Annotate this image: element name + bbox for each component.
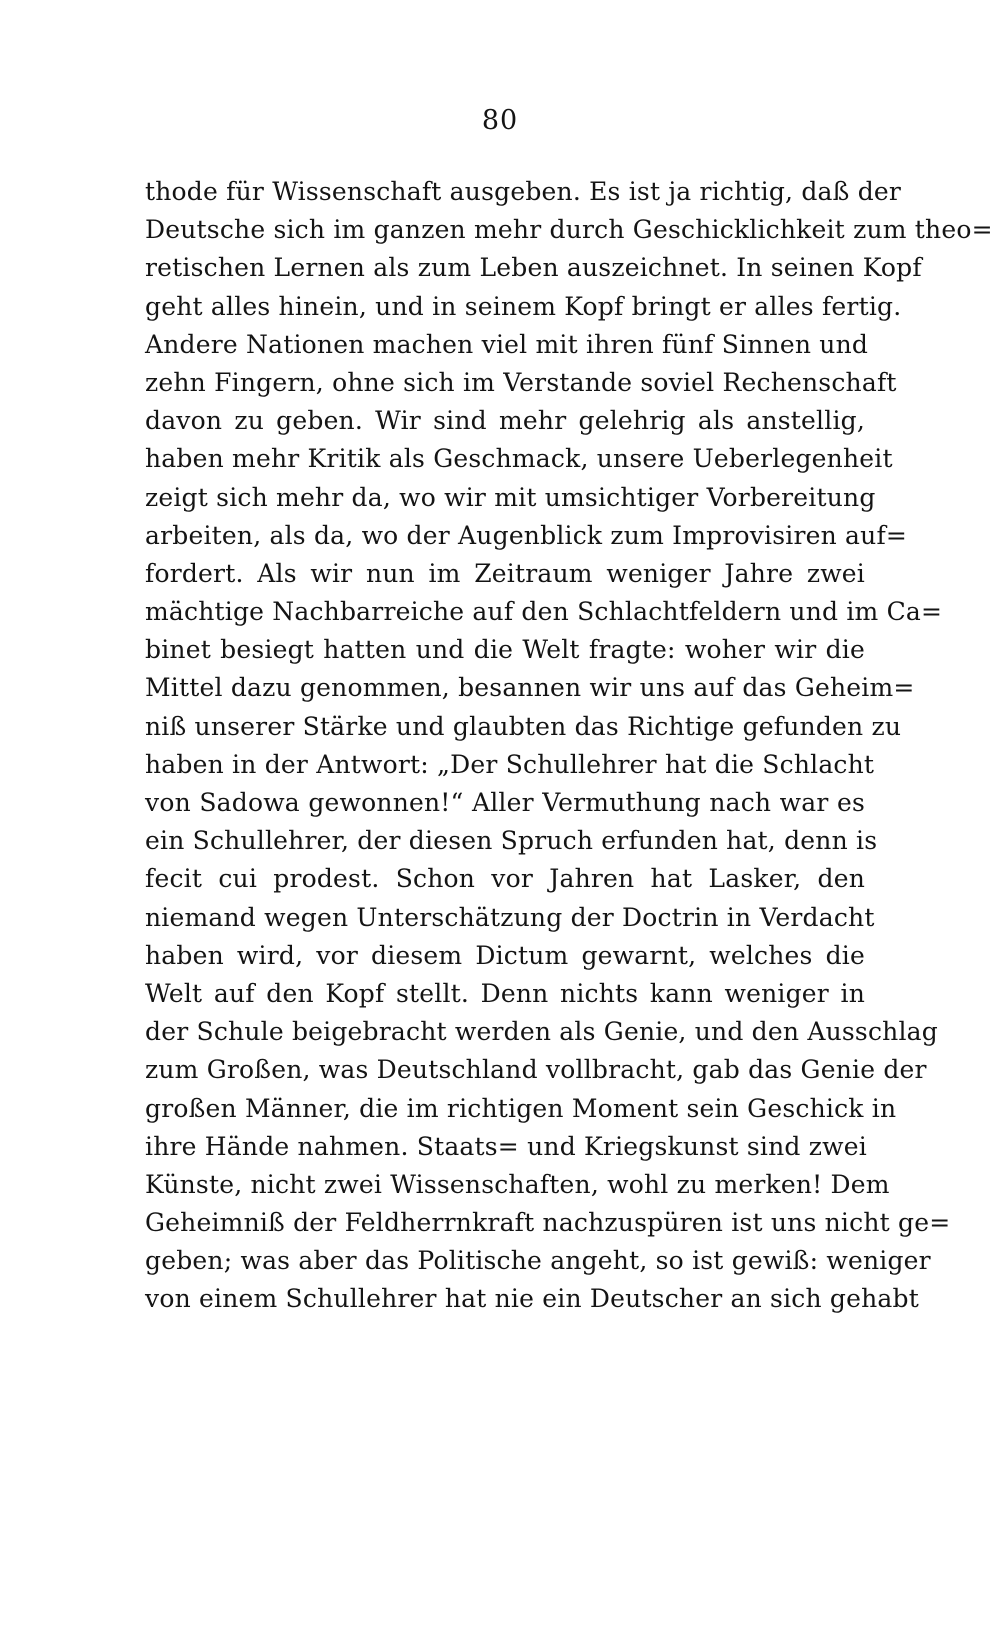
text-line: der Schule beigebracht werden als Genie, und den Ausschlag bbox=[145, 1017, 938, 1047]
text-line: Welt auf den Kopf stellt. Denn nichts kann weniger in bbox=[145, 978, 865, 1008]
text-line: von Sadowa gewonnen!“ Aller Vermuthung nach war es bbox=[145, 788, 865, 817]
body-text bbox=[145, 173, 993, 1319]
text-line: niß unserer Stärke und glaubten das Richtige gefunden zu bbox=[145, 711, 902, 741]
text-line: Mittel dazu genommen, besannen wir uns auf das Geheim= bbox=[145, 673, 915, 703]
text-line: fordert. Als wir nun im Zeitraum weniger Jahre zwei bbox=[145, 558, 865, 588]
text-line: retischen Lernen als zum Leben auszeichnet. In seinen Kopf bbox=[145, 253, 922, 283]
text-line: fecit cui prodest. Schon vor Jahren hat Lasker, den bbox=[145, 864, 865, 894]
text-line: geht alles hinein, und in seinem Kopf bringt er alles fertig. bbox=[145, 291, 902, 321]
text-line: thode für Wissenschaft ausgeben. Es ist ja richtig, daß der bbox=[145, 177, 902, 206]
text-line: haben mehr Kritik als Geschmack, unsere Ueberlegenheit bbox=[145, 444, 893, 474]
text-line: geben; was aber das Politische angeht, so ist gewiß: weniger bbox=[145, 1246, 931, 1276]
text-line: ein Schullehrer, der diesen Spruch erfunden hat, denn is bbox=[145, 826, 878, 856]
text-line: mächtige Nachbarreiche auf den Schlachtfeldern und im Ca= bbox=[145, 597, 943, 627]
text-line: arbeiten, als da, wo der Augenblick zum Improvisiren auf= bbox=[145, 520, 908, 550]
text-line: binet besiegt hatten und die Welt fragte: woher wir die bbox=[145, 635, 865, 665]
text-line: zehn Fingern, ohne sich im Verstande soviel Rechenschaft bbox=[145, 367, 897, 397]
text-line: niemand wegen Unterschätzung der Doctrin in Verdacht bbox=[145, 902, 875, 932]
text-line: Geheimniß der Feldherrnkraft nachzuspüren ist uns nicht ge= bbox=[145, 1208, 951, 1238]
text-line: Deutsche sich im ganzen mehr durch Geschicklichkeit zum theo= bbox=[145, 215, 993, 245]
text-line: haben in der Antwort: „Der Schullehrer hat die Schlacht bbox=[145, 749, 875, 779]
text-line: großen Männer, die im richtigen Moment sein Geschick in bbox=[145, 1093, 897, 1123]
text-line: davon zu geben. Wir sind mehr gelehrig als anstellig, bbox=[145, 406, 865, 436]
text-line: haben wird, vor diesem Dictum gewarnt, welches die bbox=[145, 940, 865, 970]
page-number: 80 bbox=[481, 105, 519, 136]
text-line: von einem Schullehrer hat nie ein Deutscher an sich gehabt bbox=[145, 1284, 919, 1314]
text-line: zeigt sich mehr da, wo wir mit umsichtiger Vorbereitung bbox=[145, 482, 876, 512]
text-line: Künste, nicht zwei Wissenschaften, wohl zu merken! Dem bbox=[145, 1169, 890, 1199]
text-line: zum Großen, was Deutschland vollbracht, gab das Genie der bbox=[145, 1055, 927, 1085]
text-line: Andere Nationen machen viel mit ihren fünf Sinnen und bbox=[145, 329, 869, 359]
text-line: ihre Hände nahmen. Staats= und Kriegskunst sind zwei bbox=[145, 1131, 867, 1161]
